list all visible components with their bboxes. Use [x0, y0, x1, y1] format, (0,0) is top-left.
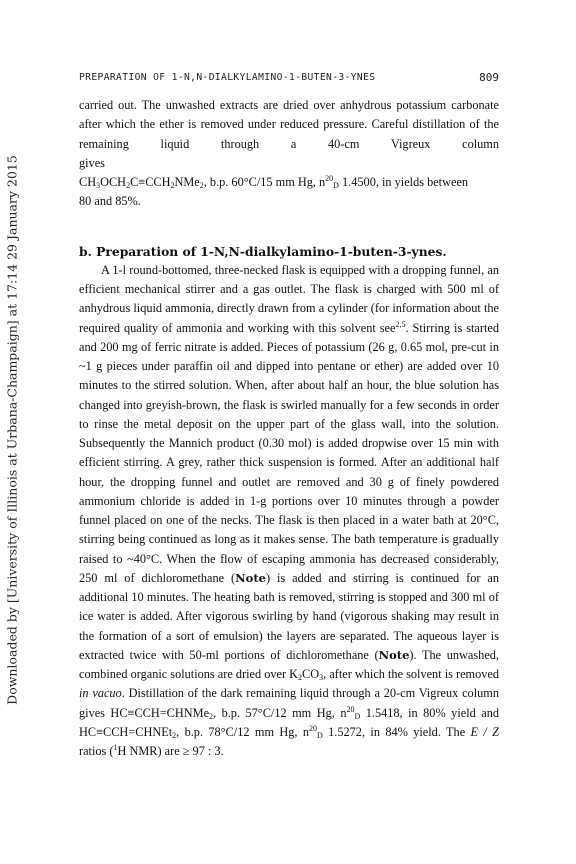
text-line: after which the ether is removed under reduced pressure. Careful distillation of the	[79, 117, 499, 132]
text-line: remaining liquid through a 40-cm Vigreux column gives	[79, 136, 499, 170]
download-watermark-text: Downloaded by [University of Illinois at Urbana-Champaign] at 17:14 29 January 2015	[4, 155, 20, 705]
reference-superscript: 2,5	[395, 319, 406, 329]
paragraph-continuation	[79, 96, 499, 212]
page-header	[79, 72, 499, 88]
italic-in-vacuo: in vacuo	[79, 686, 122, 701]
text-line: carried out. The unwashed extracts are dried over anhydrous potassium carbonate	[79, 98, 499, 112]
italic-e-z: E / Z	[470, 724, 500, 739]
download-watermark	[0, 0, 24, 864]
procedure-paragraph: A 1-l round-bottomed, three-necked flask is equipped with a dropping funnel, an efficient mechanical stirrer and a gas outlet. The flask is charged with 500 ml of anhydrous liquid ammonia, directly drawn from a cylinder (for information about the required quality of ammonia and working with this solvent see$^{2,5}$. Stirring is started and 200 mg of ferric nitrate is added. Pieces of potassium (26 g, 0.65 mol, pre-cut in ~1 g pieces under paraffin oil and dipped into pentane or ether) are added over 10 minutes to the stirred solution. When, after about half an hour, the blue solution has changed into greyish-brown, the flask is swirled manually for a few seconds in order to rinse the metal deposit on the upper part of the glass wall, into the solution. Subsequently the Mannich product (0.30 mol) is added dropwise over 15 min with efficient stirring. A grey, rather thick suspension is formed. After an additional half hour, the dropping funnel and outlet are removed and 30 g of finely powdered ammonium chloride is added in 1-g portions over 10 minutes through a powder funnel placed on one of the necks. The flask is then placed in a water bath at 20°C, stirring being continued as long as it makes sense. The bath temperature is gradually raised to ~40°C. When the flow of escaping ammonia has decreased considerably, 250 ml of dichloromethane (Note) is added and stirring is continued for an additional 10 minutes. The heating bath is removed, stirring is stopped and 300 ml of ice water is added. After vigorous swirling by hand (vigorous shaking may result in the formation of a sort of emulsion) the layers are separated. The aqueous layer is extracted twice with 50-ml portions of dichloromethane (Note). The unwashed, combined organic solutions are dried over $K_2CO_3$, after which the solvent is removed in vacuo. Distillation of the dark remaining liquid through a 20-cm Vigreux column gives HC≡CCH=CHNMe$_2$, b.p. 57°C/12 mm Hg, $n^{20}_D$ 1.5418, in 80% yield and HC≡CCH=CHNEt$_2$, b.p. 78°C/12 mm Hg, $n^{20}_D$ 1.5272, in 84% yield. The E / Z ratios ($^1$H NMR) are ≥ 97 : 3.	[79, 262, 500, 758]
running-title: PREPARATION OF 1-N,N-DIALKYLAMINO-1-BUTEN-3-YNES	[79, 72, 376, 83]
text-line: 80 and 85%.	[79, 194, 141, 209]
section-heading: b. Preparation of 1-N,N-dialkylamino-1-buten-3-ynes.	[79, 243, 447, 259]
note-reference: Note	[378, 647, 410, 662]
note-reference: Note	[235, 570, 266, 585]
text-line-formula: $CH_3OCH_2C\equiv CCH_2NMe_2$, b.p. 60°C/15 mm Hg, $n^{20}_D$ 1.4500, in yields between	[79, 174, 469, 190]
page-body	[79, 96, 499, 761]
page-number: 809	[479, 71, 499, 84]
